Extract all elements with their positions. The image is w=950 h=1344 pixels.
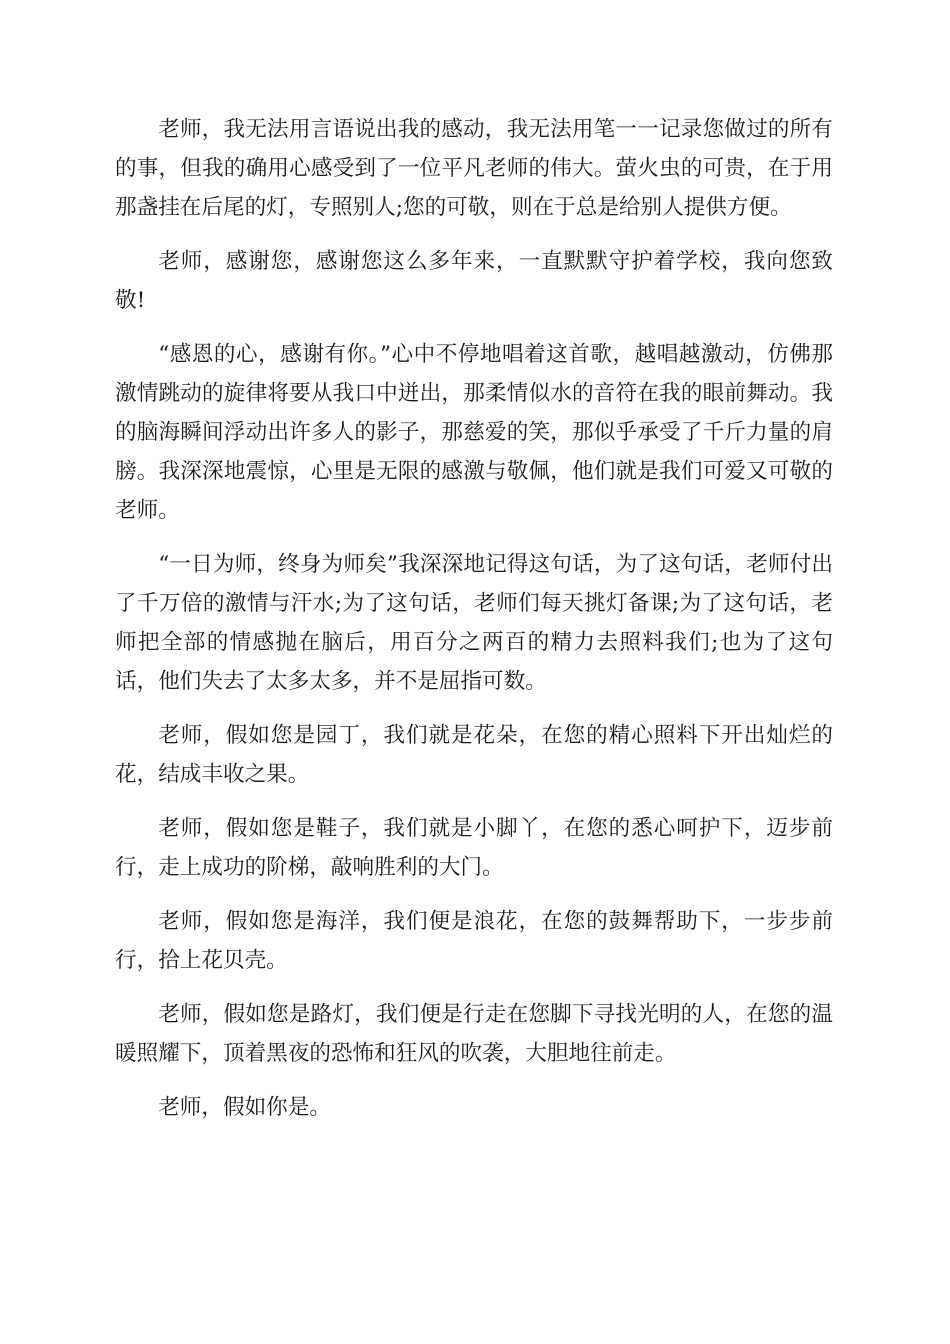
paragraph-9: 老师，假如你是。 <box>158 1095 331 1120</box>
paragraph-3: “感恩的心，感谢有你。”心中不停地唱着这首歌，越唱越激动，仿佛那激情跳动的旋律将要从我口中迸出，那柔情似水的音符在我的眼前舞动。我的脑海瞬间浮动出许多人的影子，那慈爱的笑，那似乎承受了千斤力量的肩膀。我深深地震惊，心里是无限的感激与敬佩，他们就是我们可爱又可敬的老师。 <box>115 342 833 523</box>
paragraph-5: 老师，假如您是园丁，我们就是花朵，在您的精心照料下开出灿烂的花，结成丰收之果。 <box>115 723 833 787</box>
paragraph-6: 老师，假如您是鞋子，我们就是小脚丫，在您的悉心呵护下，迈步前行，走上成功的阶梯，敲响胜利的大门。 <box>115 816 833 880</box>
paragraph-7: 老师，假如您是海洋，我们便是浪花，在您的鼓舞帮助下，一步步前行，拾上花贝壳。 <box>115 909 833 973</box>
paragraph-8: 老师，假如您是路灯，我们便是行走在您脚下寻找光明的人，在您的温暖照耀下，顶着黑夜的恐怖和狂风的吹袭，大胆地往前走。 <box>115 1002 833 1066</box>
paragraph-2: 老师，感谢您，感谢您这么多年来，一直默默守护着学校，我向您致敬! <box>115 249 833 313</box>
paragraph-4: “一日为师，终身为师矣”我深深地记得这句话，为了这句话，老师付出了千万倍的激情与汗水;为了这句话，老师们每天挑灯备课;为了这句话，老师把全部的情感抛在脑后，用百分之两百的精力去照料我们;也为了这句话，他们失去了太多太多，并不是屈指可数。 <box>115 552 833 694</box>
paragraph-1: 老师，我无法用言语说出我的感动，我无法用笔一一记录您做过的所有的事，但我的确用心感受到了一位平凡老师的伟大。萤火虫的可贵，在于用那盏挂在后尾的灯，专照别人;您的可敬，则在于总是给别人提供方便。 <box>115 117 833 220</box>
document-body <box>115 110 833 1142</box>
